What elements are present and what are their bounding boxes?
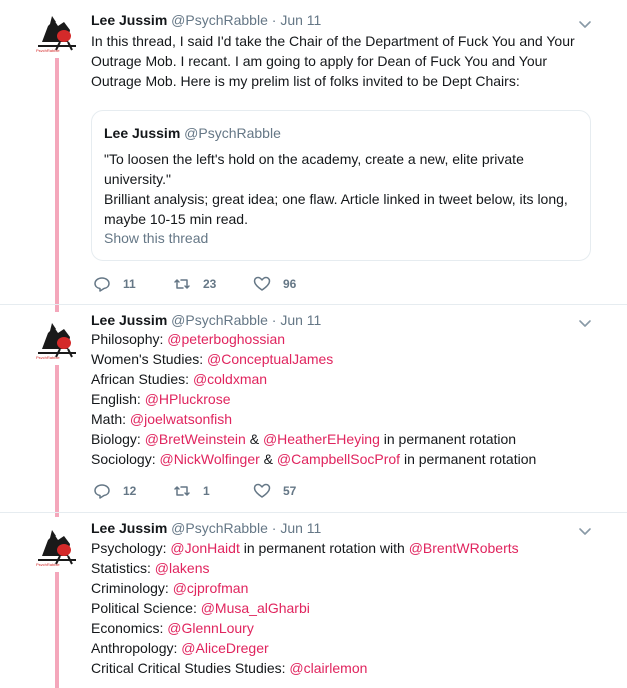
mention-link[interactable]: @HPluckrose — [144, 391, 231, 407]
quoted-text-line: Brilliant analysis; great idea; one flaw. Article linked in tweet below, its long, — [104, 191, 568, 207]
mention-link[interactable]: @NickWolfinger — [159, 451, 260, 467]
tweet-text-line — [91, 658, 601, 678]
tweet-text-line — [91, 329, 601, 349]
tweet[interactable] — [0, 0, 627, 305]
like-icon — [253, 482, 271, 500]
tweet-text — [91, 329, 601, 469]
mention-link[interactable]: @BrentWRoberts — [408, 540, 519, 556]
quoted-tweet[interactable] — [91, 110, 591, 261]
text-tail: in permanent rotation — [379, 431, 517, 447]
separator-dot: · — [271, 312, 277, 328]
like-button[interactable] — [253, 482, 296, 500]
quoted-author-name: Lee Jussim — [104, 125, 181, 141]
department-label: Critical Critical Studies Studies: — [91, 660, 290, 676]
tweet-text-line: Outrage Mob. Here is my prelim list of folks invited to be Dept Chairs: — [91, 73, 520, 89]
reply-icon — [93, 482, 111, 500]
mention-link[interactable]: @ConceptualJames — [207, 351, 334, 367]
tweet-header — [91, 311, 321, 329]
author-handle[interactable]: @PsychRabble — [171, 520, 268, 536]
department-label: Criminology: — [91, 580, 173, 596]
tweet-text-line — [91, 598, 601, 618]
svg-text:PsychRabble: PsychRabble — [36, 562, 60, 566]
tweet-text-line — [91, 578, 601, 598]
tweet-text — [91, 31, 601, 91]
tweet-text-line — [91, 409, 601, 429]
mention-link[interactable]: @coldxman — [192, 371, 268, 387]
mention-link[interactable]: @clairlemon — [289, 660, 368, 676]
department-label: Sociology: — [91, 451, 160, 467]
reply-button[interactable] — [93, 275, 136, 293]
mention-link[interactable]: @GlennLoury — [167, 620, 254, 636]
separator-dot: · — [271, 12, 277, 28]
tweet-text-line: Outrage Mob. I recant. I am going to apply for Dean of Fuck You and Your — [91, 53, 548, 69]
avatar[interactable] — [34, 526, 80, 566]
like-icon — [253, 275, 271, 293]
like-count: 96 — [283, 277, 297, 291]
avatar[interactable] — [34, 12, 80, 52]
mention-link[interactable]: @JonHaidt — [170, 540, 240, 556]
department-label: Biology: — [91, 431, 145, 447]
avatar[interactable] — [34, 319, 80, 359]
department-label: Statistics: — [91, 560, 155, 576]
retweet-icon — [173, 482, 191, 500]
retweet-icon — [173, 275, 191, 293]
mention-link[interactable]: @lakens — [154, 560, 210, 576]
text-tail: in permanent rotation — [400, 451, 537, 467]
mention-link[interactable]: @Musa_alGharbi — [200, 600, 310, 616]
department-label: Philosophy: — [91, 331, 168, 347]
retweet-count: 1 — [203, 484, 210, 498]
retweet-count: 23 — [203, 277, 217, 291]
show-thread-link[interactable]: Show this thread — [104, 230, 209, 246]
quoted-author-handle: @PsychRabble — [184, 125, 281, 141]
quoted-text-line: university." — [104, 171, 171, 187]
author-handle[interactable]: @PsychRabble — [171, 312, 268, 328]
tweet[interactable] — [0, 513, 627, 688]
tweet-text-line — [91, 389, 601, 409]
quoted-text-line: maybe 10-15 min read. — [104, 211, 248, 227]
reply-icon — [93, 275, 111, 293]
text-connector: & — [245, 431, 263, 447]
department-label: Anthropology: — [91, 640, 182, 656]
reply-count: 11 — [123, 277, 136, 291]
quoted-tweet-text — [104, 149, 580, 229]
reply-button[interactable] — [93, 482, 136, 500]
author-name[interactable]: Lee Jussim — [91, 520, 168, 536]
department-label: Math: — [91, 411, 130, 427]
separator-dot: · — [271, 520, 277, 536]
department-label: English: — [91, 391, 145, 407]
mention-link[interactable]: @BretWeinstein — [144, 431, 246, 447]
like-button[interactable] — [253, 275, 296, 293]
svg-text:PsychRabble: PsychRabble — [36, 48, 60, 52]
tweet-text-line: In this thread, I said I'd take the Chair of the Department of Fuck You and Your — [91, 33, 575, 49]
text-connector: & — [259, 451, 277, 467]
tweet-text-line — [91, 369, 601, 389]
tweet-text-line — [91, 538, 601, 558]
tweet-text-line — [91, 618, 601, 638]
department-label: African Studies: — [91, 371, 193, 387]
author-name[interactable]: Lee Jussim — [91, 12, 168, 28]
tweet-header — [91, 519, 321, 537]
tweet-text-line — [91, 449, 601, 469]
text-connector: in permanent rotation with — [239, 540, 409, 556]
mention-link[interactable]: @AliceDreger — [181, 640, 269, 656]
caret-down-icon[interactable] — [577, 523, 593, 539]
department-label: Economics: — [91, 620, 168, 636]
quoted-tweet-header — [104, 125, 281, 141]
tweet-date[interactable]: Jun 11 — [280, 520, 322, 536]
quoted-text-line: "To loosen the left's hold on the academy, create a new, elite private — [104, 151, 524, 167]
tweet-header — [91, 11, 321, 29]
mention-link[interactable]: @CampbellSocProf — [276, 451, 401, 467]
mention-link[interactable]: @HeatherEHeying — [262, 431, 380, 447]
like-count: 57 — [283, 484, 297, 498]
svg-text:PsychRabble: PsychRabble — [36, 355, 60, 359]
retweet-button[interactable] — [173, 482, 210, 500]
mention-link[interactable]: @joelwatsonfish — [129, 411, 233, 427]
tweet[interactable] — [0, 305, 627, 512]
department-label: Political Science: — [91, 600, 201, 616]
mention-link[interactable]: @peterboghossian — [167, 331, 286, 347]
tweet-text-line — [91, 558, 601, 578]
tweet-date[interactable]: Jun 11 — [280, 312, 322, 328]
tweet-text-line — [91, 429, 601, 449]
tweet-date[interactable]: Jun 11 — [280, 12, 322, 28]
retweet-button[interactable] — [173, 275, 216, 293]
tweet-text-line — [91, 349, 601, 369]
tweet-text — [91, 538, 601, 678]
department-label: Psychology: — [91, 540, 171, 556]
author-name[interactable]: Lee Jussim — [91, 312, 168, 328]
caret-down-icon[interactable] — [577, 16, 593, 32]
author-handle[interactable]: @PsychRabble — [171, 12, 268, 28]
tweet-text-line — [91, 638, 601, 658]
reply-count: 12 — [123, 484, 137, 498]
mention-link[interactable]: @cjprofman — [172, 580, 249, 596]
department-label: Women's Studies: — [91, 351, 208, 367]
